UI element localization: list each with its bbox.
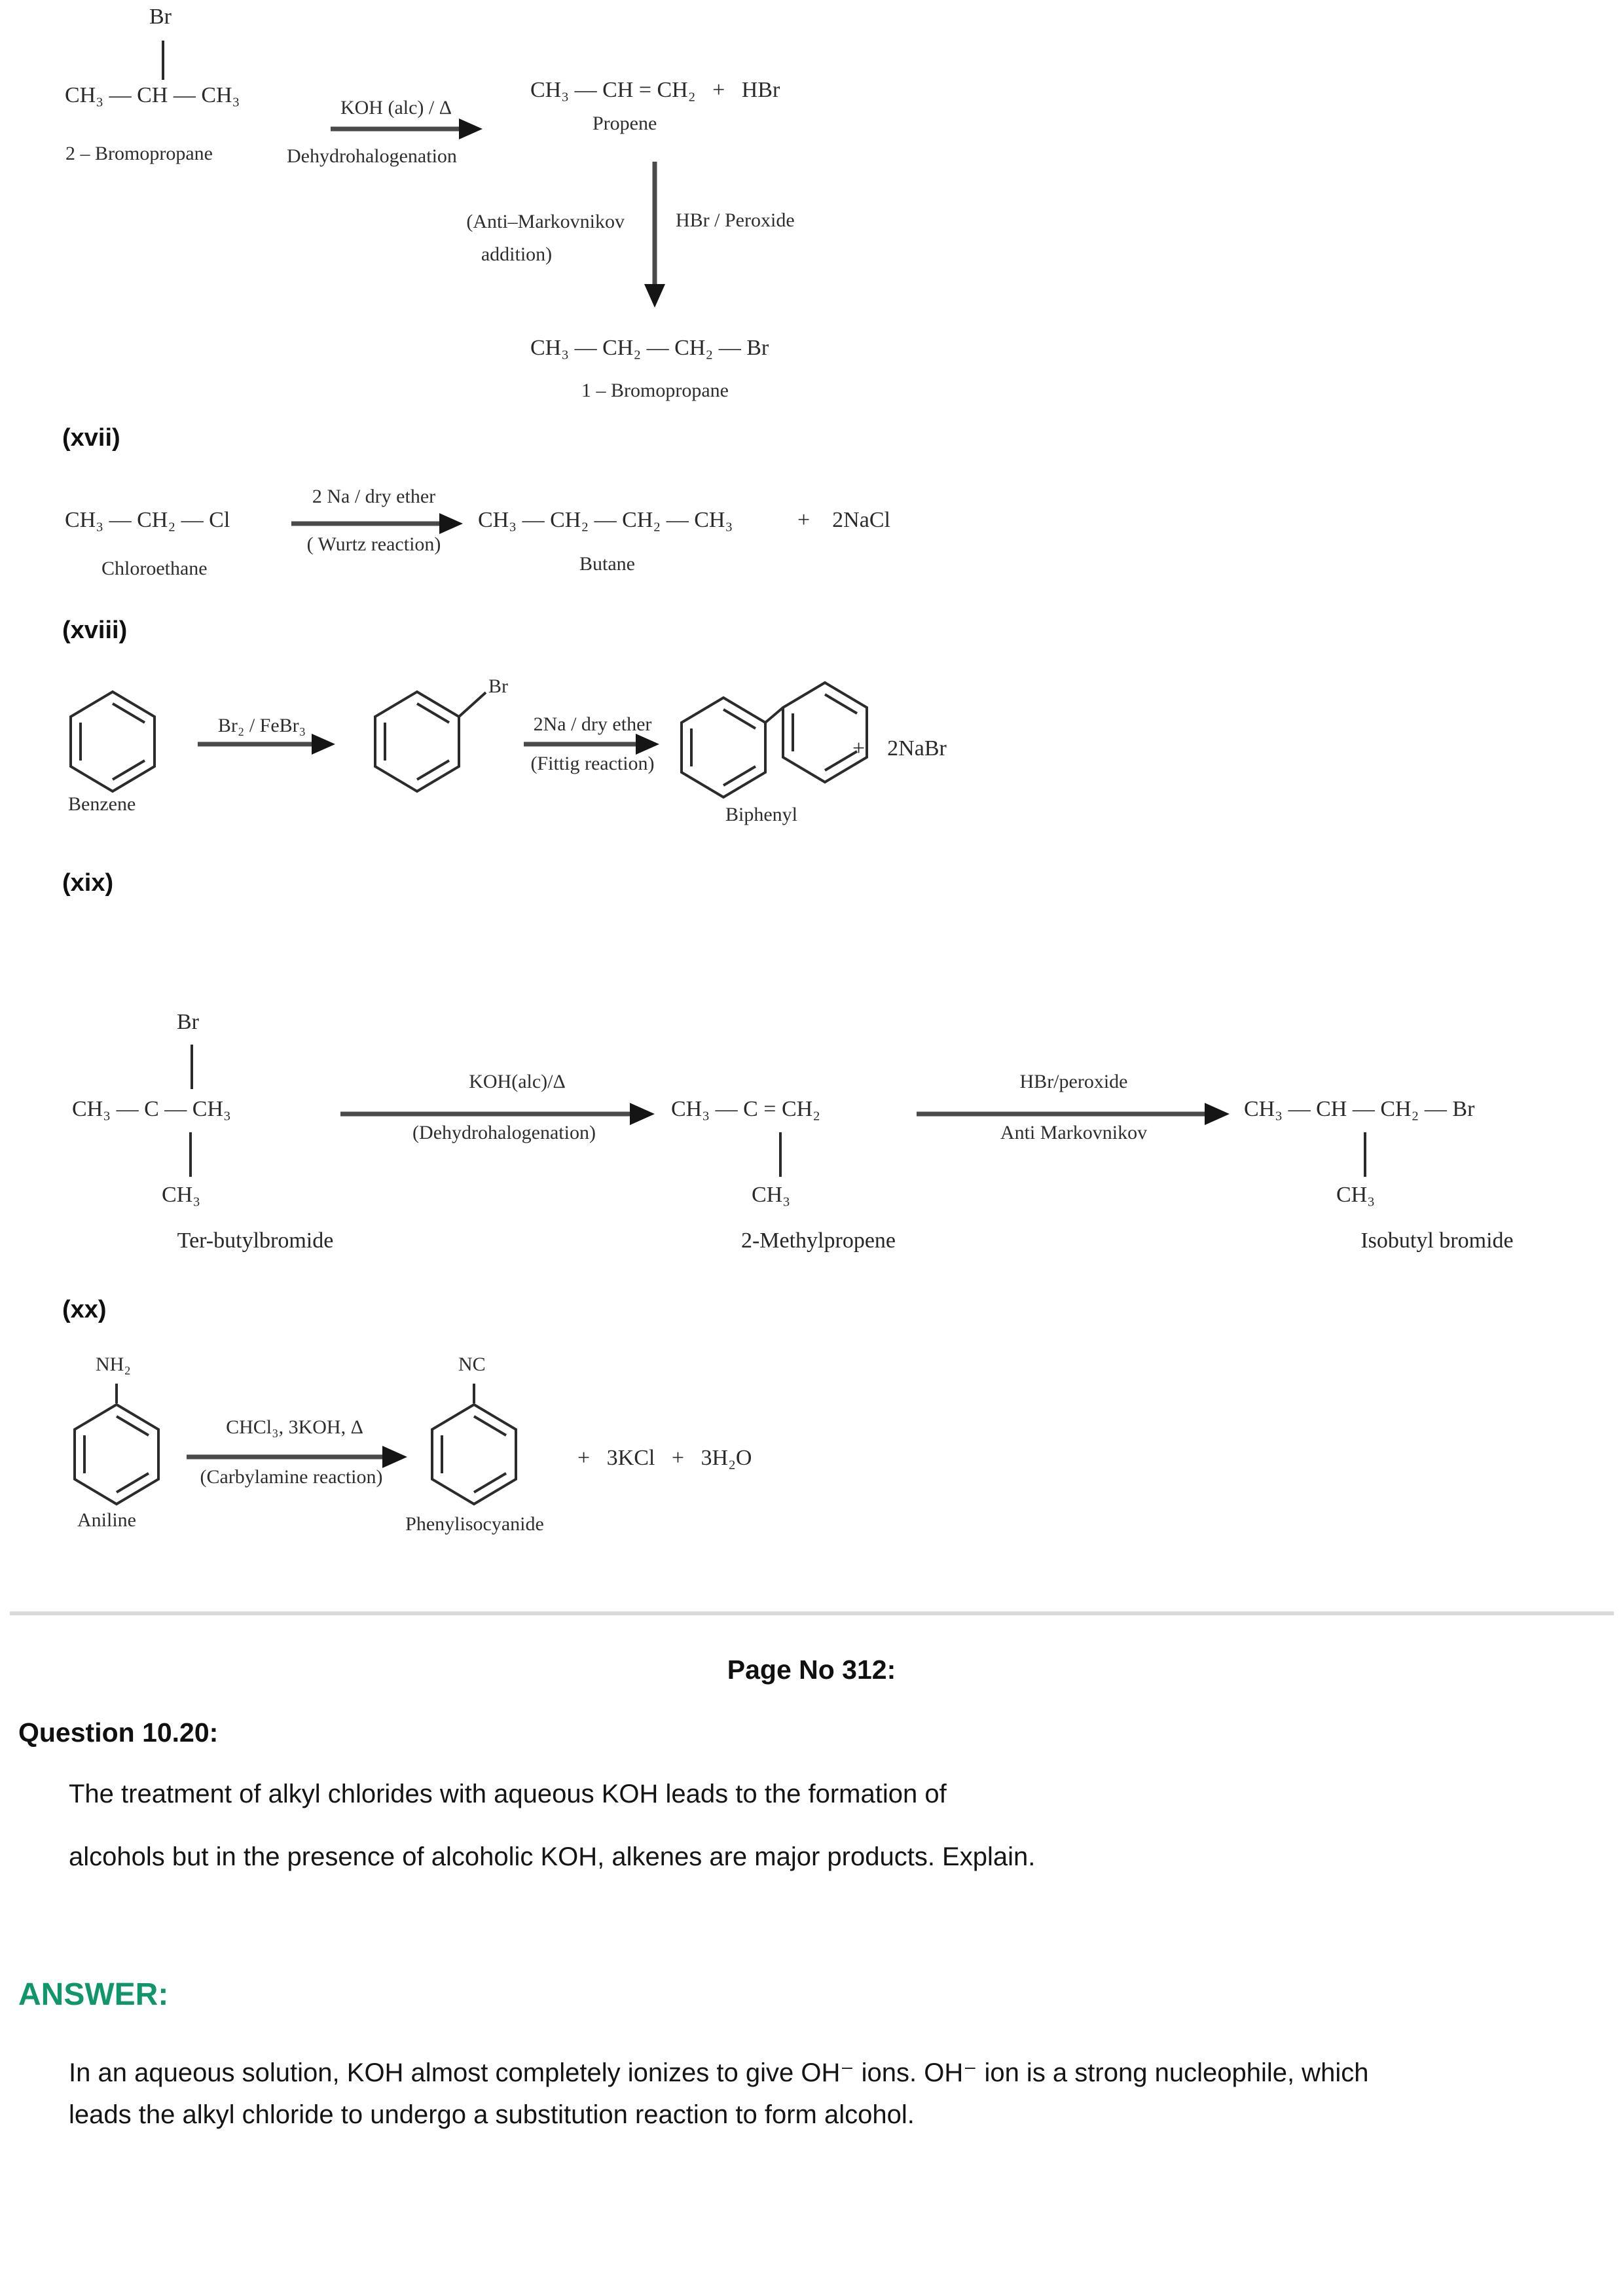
- section-label-xx: (xx): [62, 1296, 107, 1323]
- name-ter-butylbromide: Ter-butylbromide: [177, 1229, 334, 1253]
- arrow-dehydrohalogenation: [331, 118, 483, 139]
- section-divider: [10, 1611, 1614, 1615]
- name-propene: Propene: [593, 113, 657, 134]
- label-dehydrohalogenation: Dehydrohalogenation: [287, 145, 457, 167]
- section-label-xviii: (xviii): [62, 617, 128, 644]
- question-heading: Question 10.20:: [18, 1717, 219, 1748]
- label-anti-markovnikov-3: Anti Markovnikov: [1000, 1122, 1148, 1143]
- question-text-line-2: alcohols but in the presence of alcoholic KOH, alkenes are major products. Explain.: [69, 1842, 1036, 1871]
- arrow-carbylamine: [187, 1446, 407, 1468]
- name-butane: Butane: [579, 553, 635, 575]
- name-2-bromopropane: 2 – Bromopropane: [65, 143, 213, 164]
- section-label-xix: (xix): [62, 869, 114, 897]
- group-nh2: NH₂: [96, 1354, 131, 1375]
- group-nc: NC: [458, 1354, 486, 1375]
- substituent-ch3-product2: CH₃: [1336, 1183, 1376, 1207]
- question-text-line-1: The treatment of alkyl chlorides with aqueous KOH leads to the formation of: [69, 1780, 947, 1808]
- formula-2-methylpropene: CH₃ — C = CH₂: [671, 1097, 821, 1121]
- name-phenylisocyanide: Phenylisocyanide: [405, 1513, 544, 1535]
- atom-br-label: Br: [149, 5, 172, 29]
- formula-propene-hbr: CH₃ — CH = CH₂ + HBr: [530, 78, 780, 102]
- condition-koh-alc-delta: KOH(alc)/Δ: [469, 1071, 566, 1092]
- aniline-ring: [75, 1384, 158, 1504]
- bond-ring-ring: [765, 708, 783, 723]
- atom-br-bromobenzene: Br: [488, 675, 508, 697]
- condition-na-dry-ether: 2 Na / dry ether: [312, 486, 436, 507]
- formula-2-bromopropane: CH₃ — CH — CH₃: [65, 83, 240, 107]
- name-isobutyl-bromide: Isobutyl bromide: [1360, 1229, 1514, 1253]
- formula-ter-butylbromide: CH₃ — C — CH₃: [72, 1097, 231, 1121]
- answer-heading: ANSWER:: [18, 1977, 169, 2012]
- label-anti-markovnikov-1: (Anti–Markovnikov: [466, 211, 625, 232]
- phenylisocyanide-ring: [432, 1384, 516, 1504]
- section-label-xvii: (xvii): [62, 424, 120, 452]
- arrow-hbr-peroxide-down: [644, 162, 665, 308]
- name-aniline: Aniline: [77, 1509, 136, 1531]
- benzene-ring: [71, 692, 155, 791]
- label-fittig-reaction: (Fittig reaction): [530, 753, 655, 774]
- bond-ring-br: [459, 692, 486, 717]
- name-1-bromopropane: 1 – Bromopropane: [581, 380, 729, 401]
- byproducts-3kcl-3h2o: + 3KCl + 3H₂O: [577, 1446, 752, 1470]
- condition-koh-alc: KOH (alc) / Δ: [340, 97, 452, 118]
- answer-text-line-1: In an aqueous solution, KOH almost completely ionizes to give OH⁻ ions. OH⁻ ion is a strong nucleophile, which: [69, 2058, 1369, 2087]
- label-anti-markovnikov-2: addition): [481, 243, 553, 265]
- byproduct-2nabr: + 2NaBr: [852, 736, 947, 761]
- name-chloroethane: Chloroethane: [101, 558, 208, 579]
- formula-butane: CH₃ — CH₂ — CH₂ — CH₃: [478, 508, 733, 532]
- biphenyl-rings: [682, 683, 867, 797]
- bromobenzene-ring: [375, 692, 486, 791]
- formula-chloroethane: CH₃ — CH₂ — Cl: [65, 508, 230, 532]
- substituent-ch3-product1: CH₃: [752, 1183, 791, 1207]
- formula-1-bromopropane: CH₃ — CH₂ — CH₂ — Br: [530, 336, 769, 360]
- name-benzene: Benzene: [68, 793, 136, 815]
- condition-2na-dry-ether: 2Na / dry ether: [533, 713, 652, 735]
- condition-chcl3-3koh: CHCl₃, 3KOH, Δ: [226, 1416, 363, 1438]
- label-wurtz-reaction: ( Wurtz reaction): [306, 533, 441, 555]
- condition-hbr-peroxide-2: HBr/peroxide: [1019, 1071, 1128, 1092]
- substituent-ch3-reactant: CH₃: [162, 1183, 201, 1207]
- byproduct-2nacl: + 2NaCl: [797, 508, 890, 532]
- arrow-wurtz: [291, 513, 463, 534]
- atom-br-tbutyl: Br: [177, 1010, 199, 1034]
- answer-text-line-2: leads the alkyl chloride to undergo a substitution reaction to form alcohol.: [69, 2100, 915, 2129]
- name-biphenyl: Biphenyl: [725, 804, 797, 825]
- label-carbylamine-reaction: (Carbylamine reaction): [200, 1466, 383, 1488]
- condition-br2-febr3: Br₂ / FeBr₃: [217, 715, 306, 736]
- page-number-heading: Page No 312:: [727, 1655, 896, 1685]
- name-2-methylpropene: 2-Methylpropene: [740, 1229, 896, 1253]
- formula-isobutyl-bromide: CH₃ — CH — CH₂ — Br: [1244, 1097, 1475, 1121]
- arrow-fittig: [524, 734, 659, 755]
- condition-hbr-peroxide: HBr / Peroxide: [676, 209, 795, 231]
- label-dehydrohalogenation-2: (Dehydrohalogenation): [412, 1122, 596, 1143]
